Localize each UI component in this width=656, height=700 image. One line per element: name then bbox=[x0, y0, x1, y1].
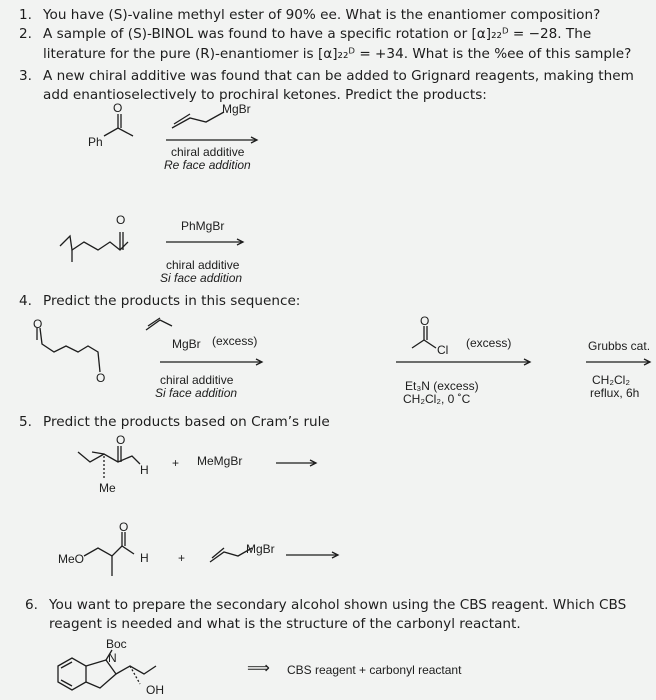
grignard-label: MgBr bbox=[222, 102, 251, 116]
grignard-label: MgBr bbox=[172, 337, 201, 351]
oxygen-label: O bbox=[33, 317, 43, 331]
condition-label: Et₃N (excess) bbox=[405, 379, 479, 393]
nitrogen-label: N bbox=[108, 651, 117, 665]
hydrogen-label: H bbox=[140, 551, 149, 565]
oxygen-label: O bbox=[96, 371, 106, 385]
answer-prompt: CBS reagent + carbonyl reactant bbox=[287, 663, 462, 677]
condition-label: chiral additive bbox=[171, 145, 245, 159]
question-number: 4. bbox=[19, 293, 32, 309]
chlorine-label: Cl bbox=[437, 343, 449, 357]
catalyst-label: Grubbs cat. bbox=[588, 339, 651, 353]
hydrogen-label: H bbox=[140, 463, 149, 477]
question-text: add enantioselectively to prochiral ketones. Predict the products: bbox=[43, 87, 487, 103]
question-text: literature for the pure (R)-enantiomer is [α]₂₂ᴰ = +34. What is the %ee of this sample? bbox=[43, 46, 632, 62]
condition-label: Re face addition bbox=[164, 158, 251, 172]
methoxy-label: MeO bbox=[58, 552, 85, 566]
phenyl-label: Ph bbox=[88, 135, 103, 149]
question-number: 1. bbox=[19, 7, 32, 23]
indoline-ring bbox=[58, 658, 86, 690]
question-text: You want to prepare the secondary alcohol shown using the CBS reagent. Which CBS bbox=[49, 597, 627, 613]
oxygen-label: O bbox=[119, 520, 129, 534]
retro-arrow: ⟹ bbox=[247, 660, 270, 677]
condition-label: reflux, 6h bbox=[590, 386, 640, 400]
condition-label: chiral additive bbox=[160, 373, 234, 387]
question-text: reagent is needed and what is the structure of the carbonyl reactant. bbox=[49, 616, 521, 632]
plus-sign: + bbox=[172, 456, 180, 470]
excess-label: (excess) bbox=[466, 336, 512, 350]
condition-label: CH₂Cl₂, 0 ˚C bbox=[403, 392, 471, 406]
question-number: 5. bbox=[19, 414, 32, 430]
excess-label: (excess) bbox=[212, 334, 258, 348]
grignard-label: MgBr bbox=[246, 542, 275, 556]
oxygen-label: O bbox=[113, 101, 123, 115]
condition-label: Si face addition bbox=[155, 386, 238, 400]
plus-sign: + bbox=[178, 551, 186, 565]
grignard-label: MeMgBr bbox=[197, 454, 243, 468]
question-text: A sample of (S)-BINOL was found to have a specific rotation or [α]₂₂ᴰ = −28. The bbox=[43, 26, 592, 42]
question-number: 2. bbox=[19, 26, 32, 42]
condition-label: Si face addition bbox=[160, 271, 243, 285]
question-number: 3. bbox=[19, 68, 32, 84]
grignard-label: PhMgBr bbox=[181, 219, 225, 233]
condition-label: chiral additive bbox=[166, 258, 240, 272]
oxygen-label: O bbox=[116, 213, 126, 227]
boc-label: Boc bbox=[106, 637, 127, 651]
question-text: Predict the products in this sequence: bbox=[43, 293, 301, 309]
hydroxyl-label: OH bbox=[146, 683, 164, 697]
question-number: 6. bbox=[25, 597, 38, 613]
methyl-label: Me bbox=[99, 481, 116, 495]
oxygen-label: O bbox=[116, 433, 126, 447]
condition-label: CH₂Cl₂ bbox=[592, 373, 630, 387]
question-text: A new chiral additive was found that can be added to Grignard reagents, making them bbox=[43, 68, 634, 84]
question-text: You have (S)-valine methyl ester of 90% ee. What is the enantiomer composition? bbox=[43, 7, 601, 23]
question-text: Predict the products based on Cram’s rule bbox=[43, 414, 330, 430]
oxygen-label: O bbox=[420, 314, 430, 328]
